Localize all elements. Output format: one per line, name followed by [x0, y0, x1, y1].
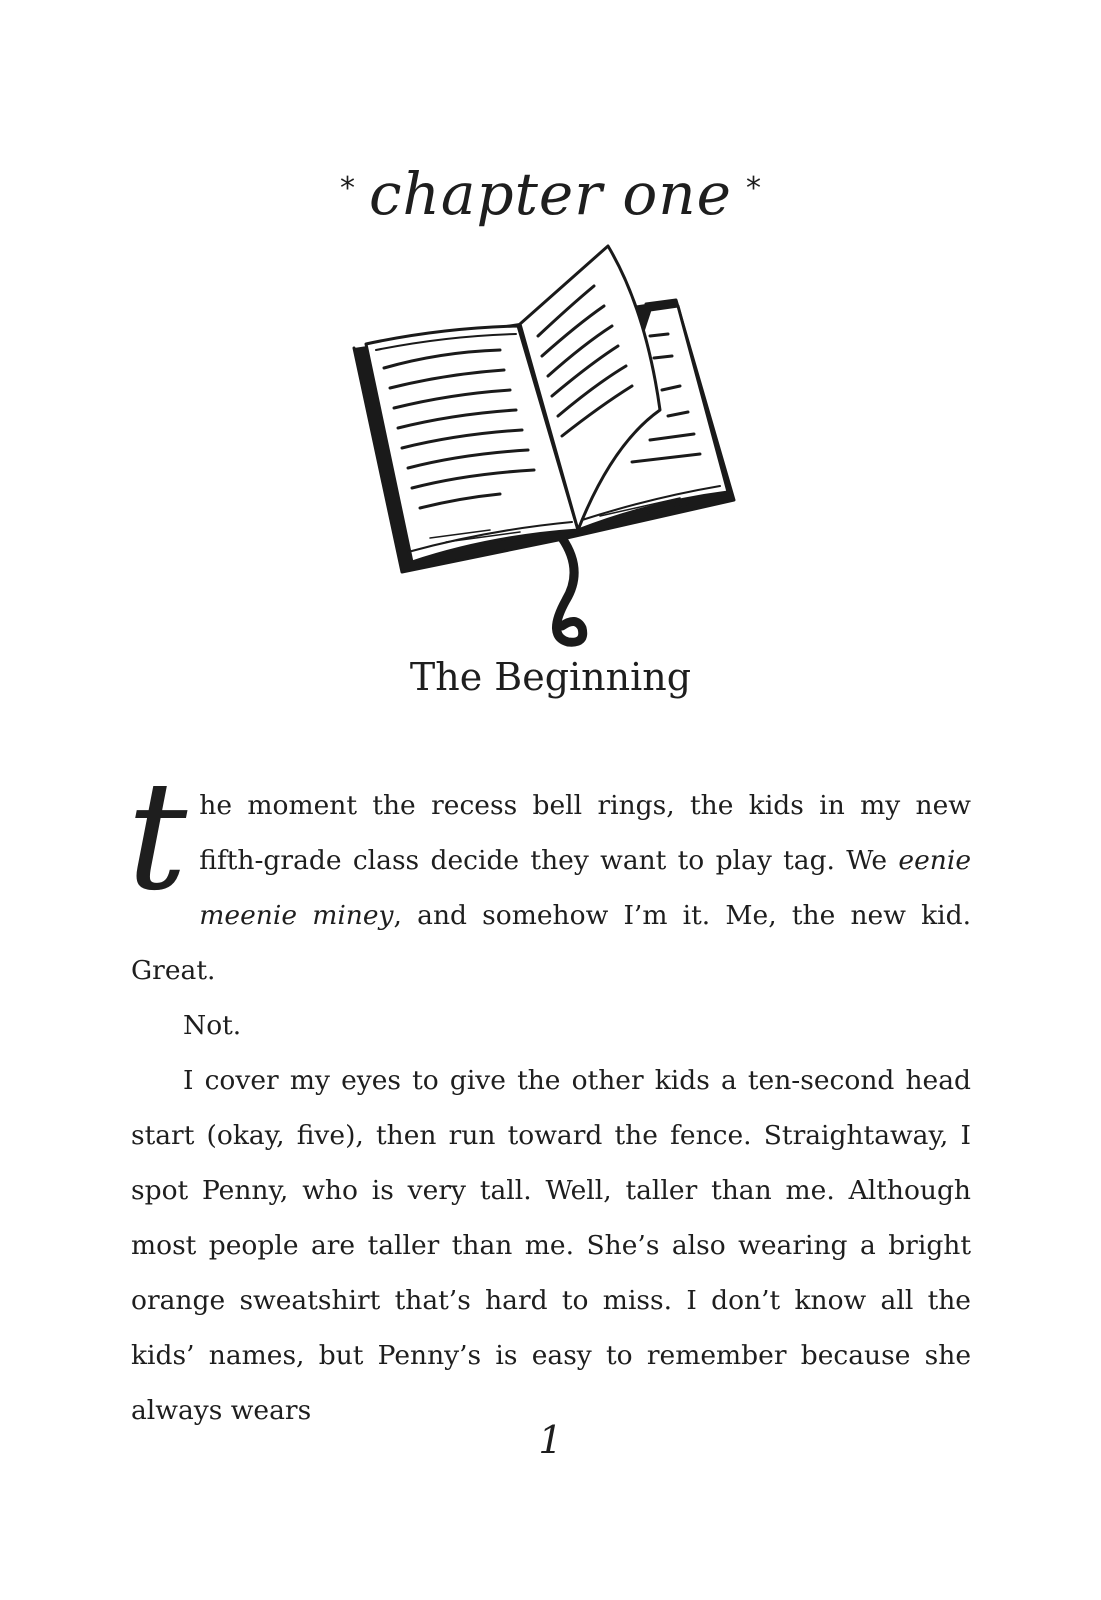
paragraph-opening	[127, 750, 971, 998]
paragraph-not: Not.	[183, 1010, 242, 1041]
page-number: 1	[538, 1418, 563, 1462]
chapter-heading	[0, 160, 1101, 228]
open-book-icon	[350, 240, 750, 660]
star-ornament-left: *	[340, 170, 356, 206]
drop-cap: t	[127, 750, 188, 924]
paragraph-tag: I cover my eyes to give the other kids a ten-second head start (okay, five), then run toward the fence. Straightaway, I spot Penny, who is very tall. Well, taller than me. Although most people are taller than me. She’s also wearing a bright orange sweatshirt that’s hard to miss. I don’t know all the kids’ names, but Penny’s is easy to remember because she always wears	[131, 1065, 971, 1426]
star-ornament-right: *	[745, 170, 761, 206]
chapter-label: chapter one	[369, 160, 732, 228]
opening-italic-text: eenie meenie miney	[199, 845, 971, 931]
opening-text: he moment the recess bell rings, the kids in my new fifth-grade class decide they want to play tag. We	[199, 790, 971, 876]
opening-text-end: , and somehow I’m it. Me, the new kid. Great.	[131, 900, 971, 986]
chapter-title: The Beginning	[409, 655, 692, 699]
chapter-body	[127, 750, 971, 1438]
